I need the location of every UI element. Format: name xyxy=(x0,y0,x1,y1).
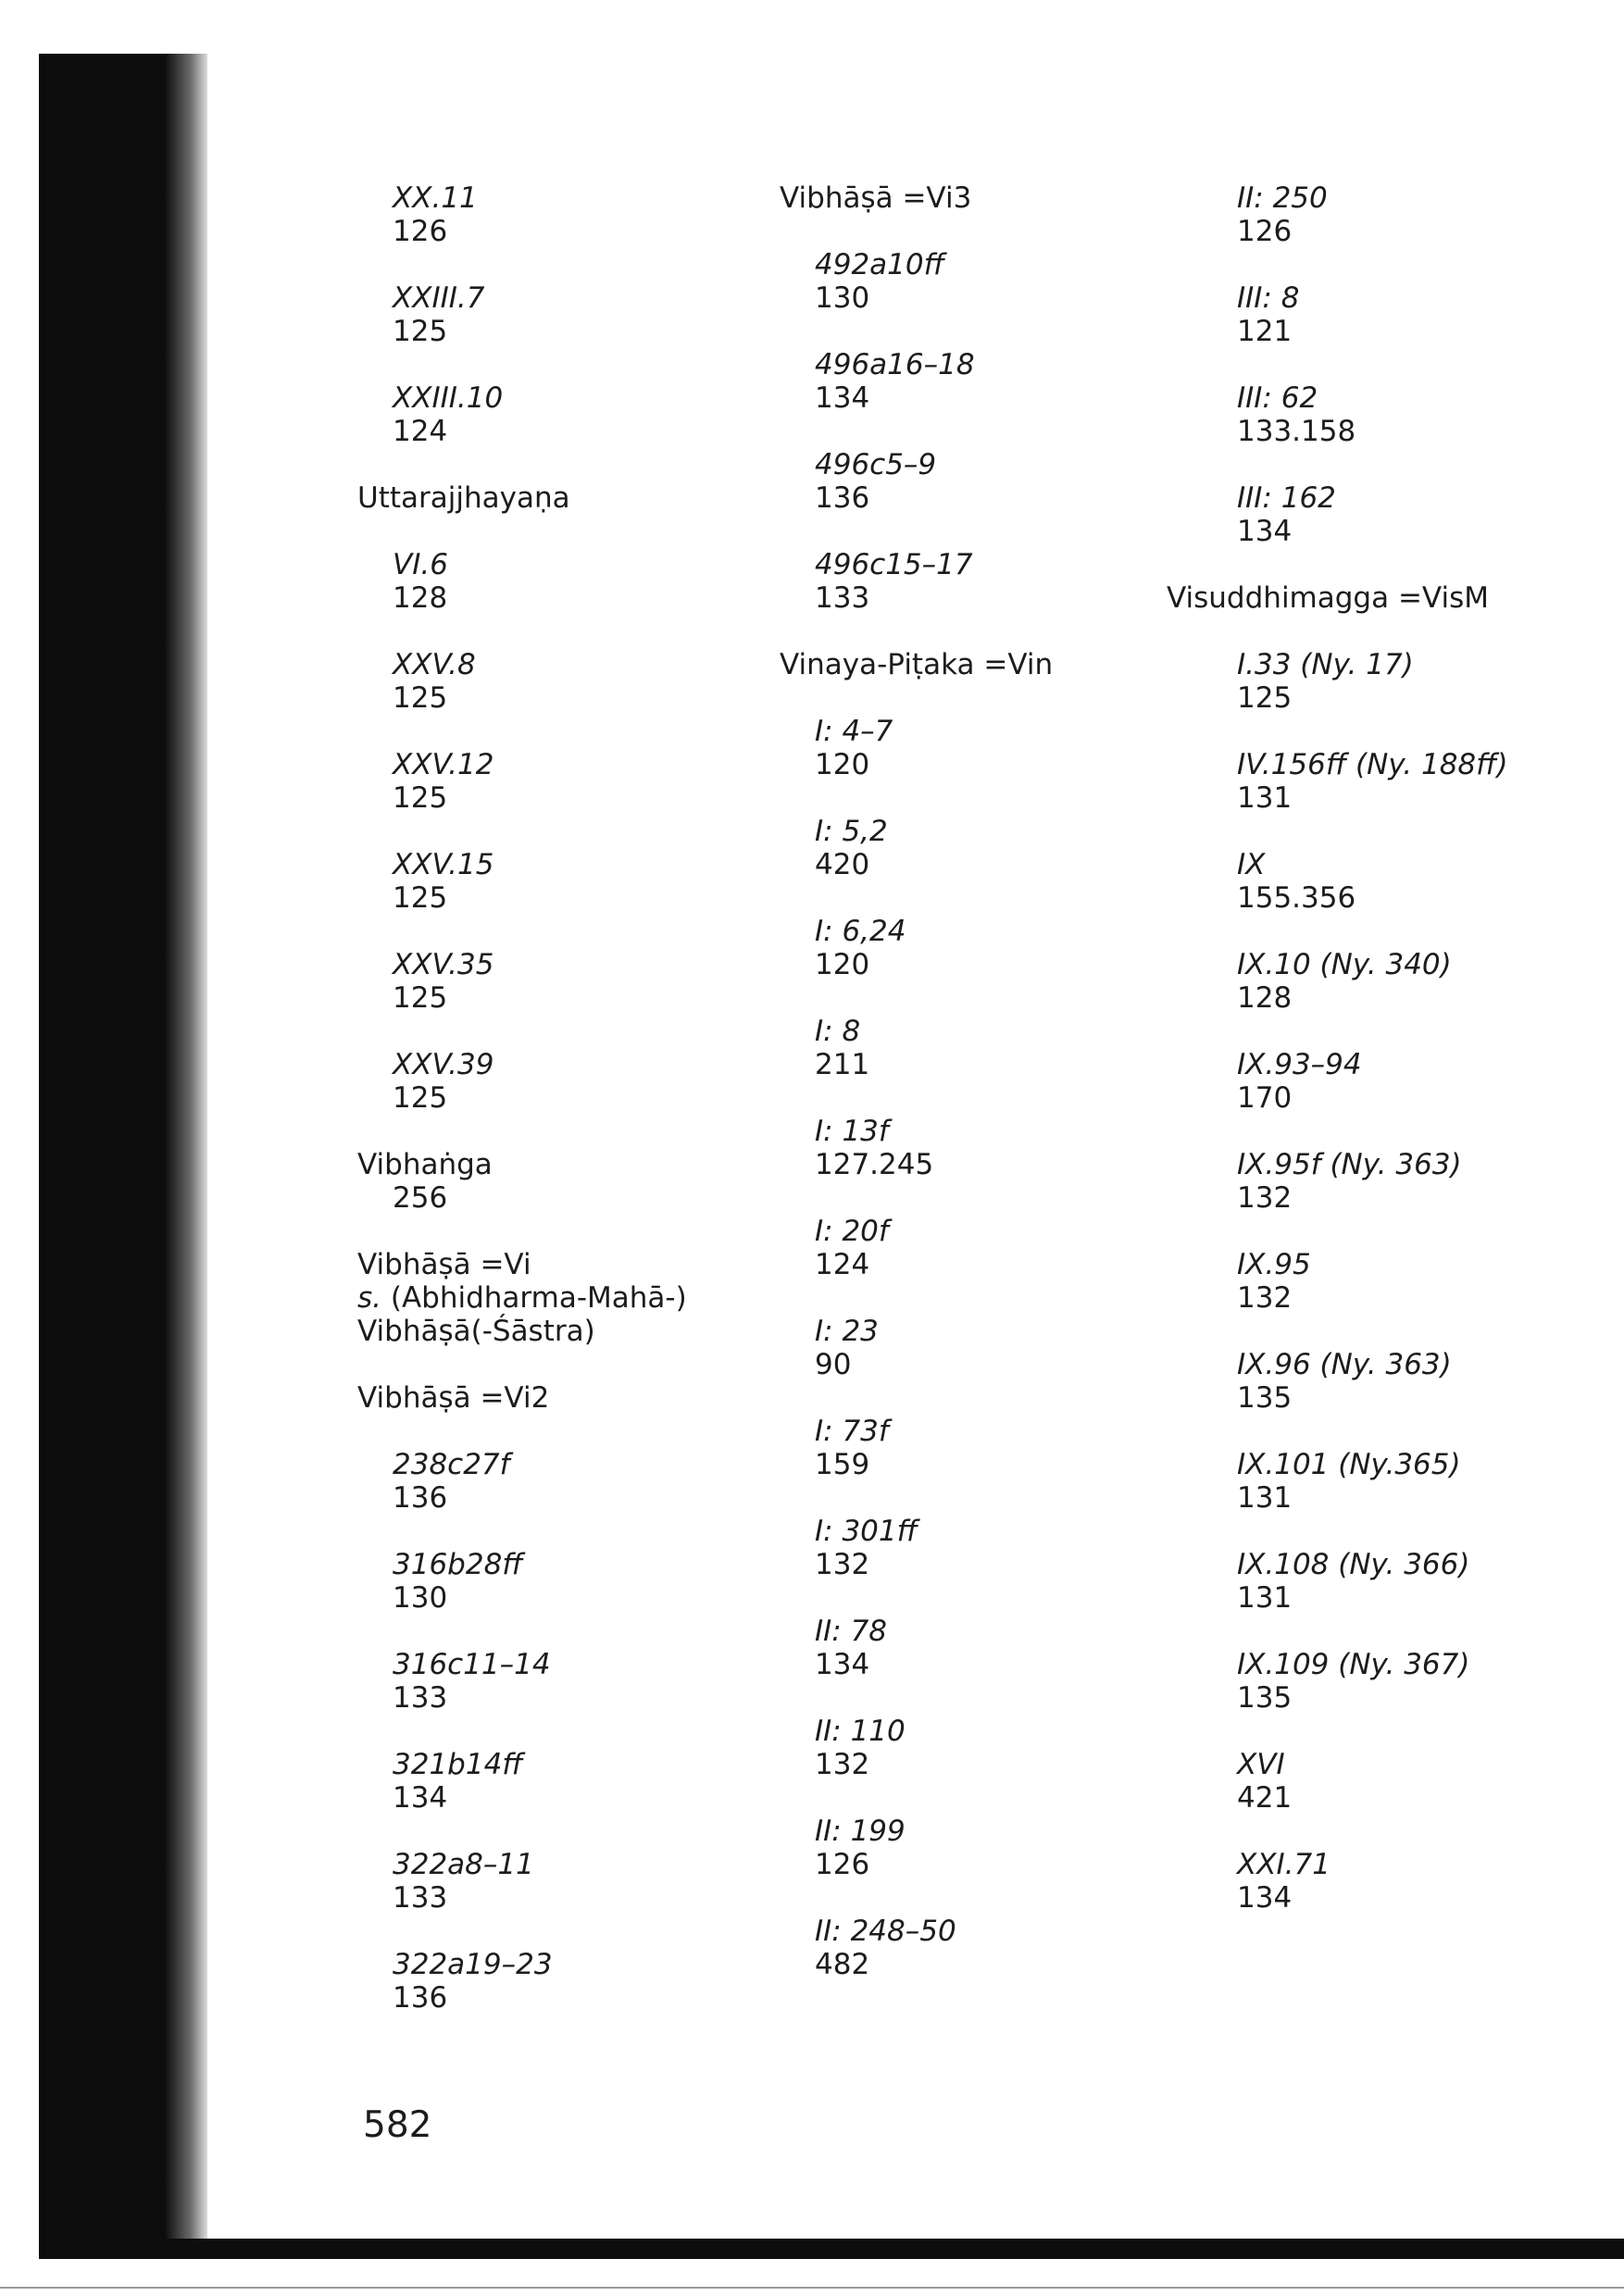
index-entry xyxy=(357,1048,746,1115)
index-entry xyxy=(780,1015,1168,1081)
entry-locator: XXIII.10 xyxy=(393,381,504,415)
scan-bottom-edge xyxy=(39,2239,1624,2259)
heading-text: Vibhāṣā =Vi3 xyxy=(780,181,972,215)
index-entry xyxy=(780,1115,1168,1181)
entry-locator: I: 301ff xyxy=(815,1515,918,1548)
index-entry xyxy=(357,748,746,815)
entry-locator: XXV.15 xyxy=(393,848,494,881)
entry-locator: I: 23 xyxy=(815,1315,879,1348)
index-entry xyxy=(780,348,1168,415)
page-number: 582 xyxy=(363,2104,432,2146)
entry-locator: I: 8 xyxy=(815,1015,861,1048)
entry-pages: 128 xyxy=(393,581,448,615)
entry-locator: XXI.71 xyxy=(1237,1848,1330,1881)
index-heading xyxy=(1167,581,1591,615)
index-entry xyxy=(1202,648,1591,715)
index-entry xyxy=(780,1715,1168,1781)
see-marker: s. xyxy=(357,1281,382,1315)
index-heading xyxy=(357,1381,746,1415)
entry-pages: 134 xyxy=(815,381,870,415)
entry-locator: XXV.39 xyxy=(393,1048,494,1081)
entry-pages: 170 xyxy=(1237,1081,1293,1115)
index-entry xyxy=(357,848,746,915)
entry-locator: IX.109 (Ny. 367) xyxy=(1237,1648,1470,1681)
index-entry xyxy=(1202,748,1591,815)
entry-pages: 136 xyxy=(393,1981,448,2015)
index-heading xyxy=(780,181,1168,215)
index-entry xyxy=(357,1648,746,1715)
index-entry xyxy=(1202,1248,1591,1315)
index-entry xyxy=(1202,381,1591,448)
index-entry xyxy=(780,1215,1168,1281)
entry-locator: II: 250 xyxy=(1237,181,1328,215)
entry-locator: I: 13f xyxy=(815,1115,889,1148)
entry-pages: 125 xyxy=(1237,681,1293,715)
entry-locator: XXV.8 xyxy=(393,648,476,681)
entry-pages: 131 xyxy=(1237,781,1293,815)
heading-text: Vibhāṣā =Vi2 xyxy=(357,1381,550,1415)
entry-pages: 134 xyxy=(1237,515,1293,548)
heading-pages: 256 xyxy=(393,1181,448,1215)
index-entry xyxy=(357,948,746,1015)
entry-locator: 496a16–18 xyxy=(815,348,975,381)
heading-text: Uttarajjhayaṇa xyxy=(357,481,570,515)
index-heading xyxy=(780,648,1168,681)
index-column-left xyxy=(357,181,746,2048)
entry-pages: 124 xyxy=(393,415,448,448)
entry-pages: 159 xyxy=(815,1448,870,1481)
entry-locator: I.33 (Ny. 17) xyxy=(1237,648,1414,681)
entry-locator: 322a8–11 xyxy=(393,1848,534,1881)
entry-locator: VI.6 xyxy=(393,548,448,581)
cross-reference xyxy=(357,1281,746,1315)
entries-group xyxy=(780,715,1168,2015)
entry-locator: XXV.12 xyxy=(393,748,494,781)
entry-locator: XX.11 xyxy=(393,181,478,215)
entry-locator: II: 248–50 xyxy=(815,1915,956,1948)
index-entry xyxy=(1202,1748,1591,1815)
entry-locator: 316c11–14 xyxy=(393,1648,551,1681)
entry-locator: IX.96 (Ny. 363) xyxy=(1237,1348,1452,1381)
entry-pages: 125 xyxy=(393,315,448,348)
entry-locator: II: 199 xyxy=(815,1815,906,1848)
entry-locator: I: 6,24 xyxy=(815,915,906,948)
index-entry xyxy=(1202,1148,1591,1215)
entry-pages: 134 xyxy=(393,1781,448,1815)
index-entry xyxy=(357,1748,746,1815)
entry-locator: II: 78 xyxy=(815,1615,888,1648)
entry-pages: 121 xyxy=(1237,315,1293,348)
index-entry xyxy=(1202,281,1591,348)
see-target: (Abhidharma-Mahā-) xyxy=(381,1281,687,1315)
entry-pages: 131 xyxy=(1237,1581,1293,1615)
index-entry xyxy=(780,1315,1168,1381)
entry-locator: I: 20f xyxy=(815,1215,889,1248)
entry-locator: 492a10ff xyxy=(815,248,944,281)
entries-group xyxy=(357,548,746,1148)
entry-pages: 134 xyxy=(1237,1881,1293,1915)
index-entry xyxy=(780,1815,1168,1881)
index-entry xyxy=(357,181,746,248)
heading-text: Vibhāṣā =Vi xyxy=(357,1248,531,1281)
index-heading xyxy=(357,1248,746,1348)
index-entry xyxy=(357,1548,746,1615)
index-entry xyxy=(1202,848,1591,915)
entry-pages: 90 xyxy=(815,1348,852,1381)
index-entry xyxy=(780,448,1168,515)
index-entry xyxy=(780,815,1168,881)
entry-pages: 125 xyxy=(393,781,448,815)
entry-pages: 125 xyxy=(393,681,448,715)
index-entry xyxy=(357,648,746,715)
heading-text: Vinaya-Piṭaka =Vin xyxy=(780,648,1054,681)
index-entry xyxy=(1202,1448,1591,1515)
entry-locator: I: 73f xyxy=(815,1415,889,1448)
entry-locator: III: 162 xyxy=(1237,481,1336,515)
entry-pages: 134 xyxy=(815,1648,870,1681)
entry-locator: 321b14ff xyxy=(393,1748,523,1781)
entry-locator: III: 8 xyxy=(1237,281,1300,315)
scan-bottom-line xyxy=(0,2287,1624,2289)
entry-locator: IV.156ff (Ny. 188ff) xyxy=(1237,748,1508,781)
entry-pages: 135 xyxy=(1237,1681,1293,1715)
book-gutter-fade xyxy=(165,54,207,2252)
entry-pages: 133 xyxy=(815,581,870,615)
entry-pages: 421 xyxy=(1237,1781,1293,1815)
entry-pages: 120 xyxy=(815,948,870,981)
index-heading xyxy=(357,1148,746,1215)
entry-locator: 322a19–23 xyxy=(393,1948,553,1981)
entry-locator: 238c27f xyxy=(393,1448,510,1481)
index-column-middle xyxy=(780,181,1168,2015)
entry-pages: 125 xyxy=(393,881,448,915)
entry-locator: III: 62 xyxy=(1237,381,1318,415)
index-entry xyxy=(780,715,1168,781)
entry-locator: IX.10 (Ny. 340) xyxy=(1237,948,1452,981)
entry-pages: 125 xyxy=(393,981,448,1015)
entries-group xyxy=(1202,181,1591,581)
entry-locator: I: 4–7 xyxy=(815,715,893,748)
entry-pages: 133 xyxy=(393,1881,448,1915)
entry-locator: IX xyxy=(1237,848,1266,881)
entry-pages: 126 xyxy=(815,1848,870,1881)
entry-pages: 125 xyxy=(393,1081,448,1115)
entry-locator: 496c5–9 xyxy=(815,448,937,481)
entry-pages: 136 xyxy=(393,1481,448,1515)
cross-reference-cont: Vibhāṣā(-Śāstra) xyxy=(357,1315,595,1348)
entry-locator: IX.93–94 xyxy=(1237,1048,1362,1081)
entry-pages: 133 xyxy=(393,1681,448,1715)
entry-pages: 124 xyxy=(815,1248,870,1281)
index-entry xyxy=(1202,1348,1591,1415)
index-column-right xyxy=(1167,181,1591,1948)
entry-locator: XXIII.7 xyxy=(393,281,485,315)
entry-pages: 130 xyxy=(815,281,870,315)
entries-group xyxy=(357,181,746,481)
index-entry xyxy=(780,1915,1168,1981)
index-entry xyxy=(780,1415,1168,1481)
entry-pages: 133.158 xyxy=(1237,415,1356,448)
heading-text: Visuddhimagga =VisM xyxy=(1167,581,1489,615)
entry-locator: IX.101 (Ny.365) xyxy=(1237,1448,1461,1481)
entry-pages: 132 xyxy=(1237,1281,1293,1315)
heading-text: Vibhaṅga xyxy=(357,1148,493,1181)
entry-pages: 211 xyxy=(815,1048,870,1081)
entry-locator: XVI xyxy=(1237,1748,1285,1781)
entry-pages: 132 xyxy=(1237,1181,1293,1215)
index-entry xyxy=(1202,181,1591,248)
entries-group xyxy=(1202,648,1591,1948)
index-entry xyxy=(357,1848,746,1915)
entry-pages: 130 xyxy=(393,1581,448,1615)
entry-locator: XXV.35 xyxy=(393,948,494,981)
entry-pages: 132 xyxy=(815,1548,870,1581)
entries-group xyxy=(357,1448,746,2048)
entry-pages: 155.356 xyxy=(1237,881,1356,915)
entry-pages: 126 xyxy=(1237,215,1293,248)
entry-locator: IX.108 (Ny. 366) xyxy=(1237,1548,1470,1581)
entry-pages: 136 xyxy=(815,481,870,515)
entry-pages: 120 xyxy=(815,748,870,781)
entry-locator: 496c15–17 xyxy=(815,548,973,581)
index-entry xyxy=(1202,481,1591,548)
entry-pages: 420 xyxy=(815,848,870,881)
entry-locator: 316b28ff xyxy=(393,1548,523,1581)
index-entry xyxy=(357,381,746,448)
index-entry xyxy=(780,1515,1168,1581)
index-entry xyxy=(780,548,1168,615)
entries-group xyxy=(780,248,1168,648)
entry-pages: 131 xyxy=(1237,1481,1293,1515)
index-entry xyxy=(1202,948,1591,1015)
index-entry xyxy=(1202,1648,1591,1715)
index-entry xyxy=(1202,1548,1591,1615)
entry-locator: IX.95 xyxy=(1237,1248,1311,1281)
index-entry xyxy=(357,1948,746,2015)
entry-locator: II: 110 xyxy=(815,1715,906,1748)
index-entry xyxy=(780,915,1168,981)
entry-pages: 482 xyxy=(815,1948,870,1981)
index-entry xyxy=(780,1615,1168,1681)
index-entry xyxy=(357,548,746,615)
index-entry xyxy=(780,248,1168,315)
entry-pages: 126 xyxy=(393,215,448,248)
index-entry xyxy=(357,281,746,348)
index-entry xyxy=(357,1448,746,1515)
index-entry xyxy=(1202,1048,1591,1115)
entry-pages: 132 xyxy=(815,1748,870,1781)
entry-locator: IX.95f (Ny. 363) xyxy=(1237,1148,1462,1181)
entry-pages: 127.245 xyxy=(815,1148,934,1181)
index-heading xyxy=(357,481,746,515)
entry-pages: 128 xyxy=(1237,981,1293,1015)
index-entry xyxy=(1202,1848,1591,1915)
entry-locator: I: 5,2 xyxy=(815,815,888,848)
entry-pages: 135 xyxy=(1237,1381,1293,1415)
